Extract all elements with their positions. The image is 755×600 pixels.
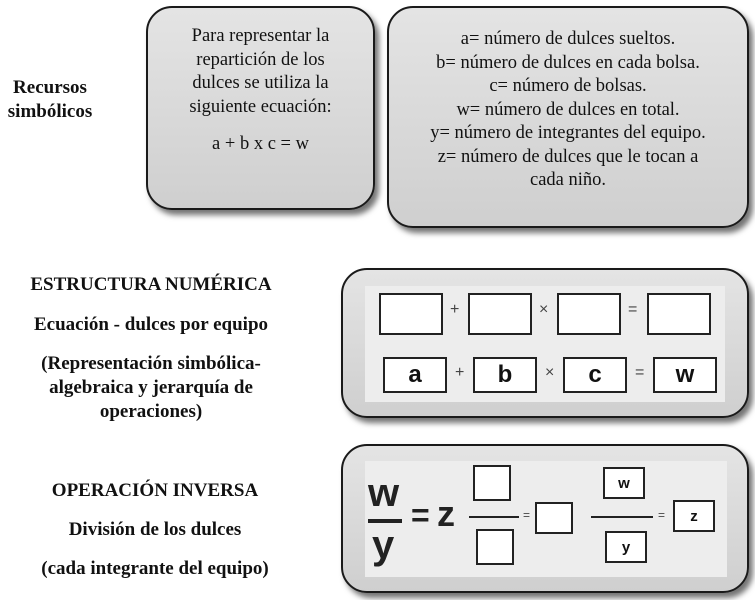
equals-sign-2: = [635, 364, 645, 381]
inverse-operation-box [341, 444, 749, 593]
var-b: b= número de dulces en cada bolsa. [436, 52, 700, 73]
equation-description-text [148, 25, 373, 157]
var-z-cont: cada niño. [529, 170, 607, 190]
var-z: z= número de dulces que le tocan a [437, 146, 699, 167]
desc-line-3: dulces se utiliza la [192, 73, 329, 93]
box-w: w [653, 357, 717, 393]
recursos-line1: Recursos [13, 77, 87, 98]
estructura-title: ESTRUCTURA NUMÉRICA [30, 274, 272, 295]
inversa-sub: División de los dulces [68, 519, 242, 540]
variables-text [389, 28, 747, 193]
empty-numerator-box [473, 465, 511, 501]
equals-sign-1: = [628, 301, 638, 318]
estructura-desc-line3: operaciones) [99, 401, 203, 422]
inversa-desc: (cada integrante del equipo) [41, 558, 269, 579]
fraction-numerator-w: w [368, 471, 400, 515]
empty-box-2 [468, 293, 532, 335]
fraction-bar-empty [469, 516, 519, 518]
times-sign-2: × [545, 364, 555, 381]
empty-box-3 [557, 293, 621, 335]
desc-line-1: Para representar la [191, 26, 330, 46]
estructura-desc-line2: algebraica y jerarquía de [49, 377, 253, 398]
estructura-desc [0, 352, 302, 424]
fraction-bar-lettered [591, 516, 653, 518]
var-c: c= número de bolsas. [489, 76, 647, 96]
var-w: w= número de dulces en total. [456, 99, 680, 120]
empty-result-box [535, 502, 573, 534]
result-box-z: z [673, 500, 715, 532]
equals-sign-small-1: = [523, 508, 531, 522]
denominator-box-y: y [605, 531, 647, 563]
equals-sign-small-2: = [658, 508, 666, 522]
recursos-label [0, 76, 100, 124]
recursos-line2: simbólicos [7, 101, 93, 122]
estructura-sub: Ecuación - dulces por equipo [33, 314, 269, 335]
inversa-title: OPERACIÓN INVERSA [51, 480, 259, 501]
box-b: b [473, 357, 537, 393]
empty-box-4 [647, 293, 711, 335]
equation-structure-box [341, 268, 749, 418]
fraction-denominator-y: y [372, 523, 395, 567]
times-sign-1: × [539, 301, 549, 318]
plus-sign-2: + [455, 364, 465, 381]
numerator-box-w: w [603, 467, 645, 499]
equals-sign-main: = [411, 497, 430, 533]
plus-sign-1: + [450, 301, 460, 318]
variables-box [387, 6, 749, 228]
empty-denominator-box [476, 529, 514, 565]
equation-structure-panel [365, 286, 725, 402]
equation-description-box [146, 6, 375, 210]
empty-box-1 [379, 293, 443, 335]
result-z: z [437, 493, 455, 534]
desc-line-2: repartición de los [196, 49, 325, 70]
var-a: a= número de dulces sueltos. [460, 29, 676, 49]
var-y: y= número de integrantes del equipo. [430, 123, 706, 143]
desc-line-4: siguiente ecuación: [189, 96, 332, 117]
desc-equation: a + b x c = w [212, 134, 309, 154]
inverse-operation-panel [365, 461, 727, 577]
estructura-desc-line1: (Representación simbólica- [41, 353, 261, 374]
box-a: a [383, 357, 447, 393]
box-c: c [563, 357, 627, 393]
